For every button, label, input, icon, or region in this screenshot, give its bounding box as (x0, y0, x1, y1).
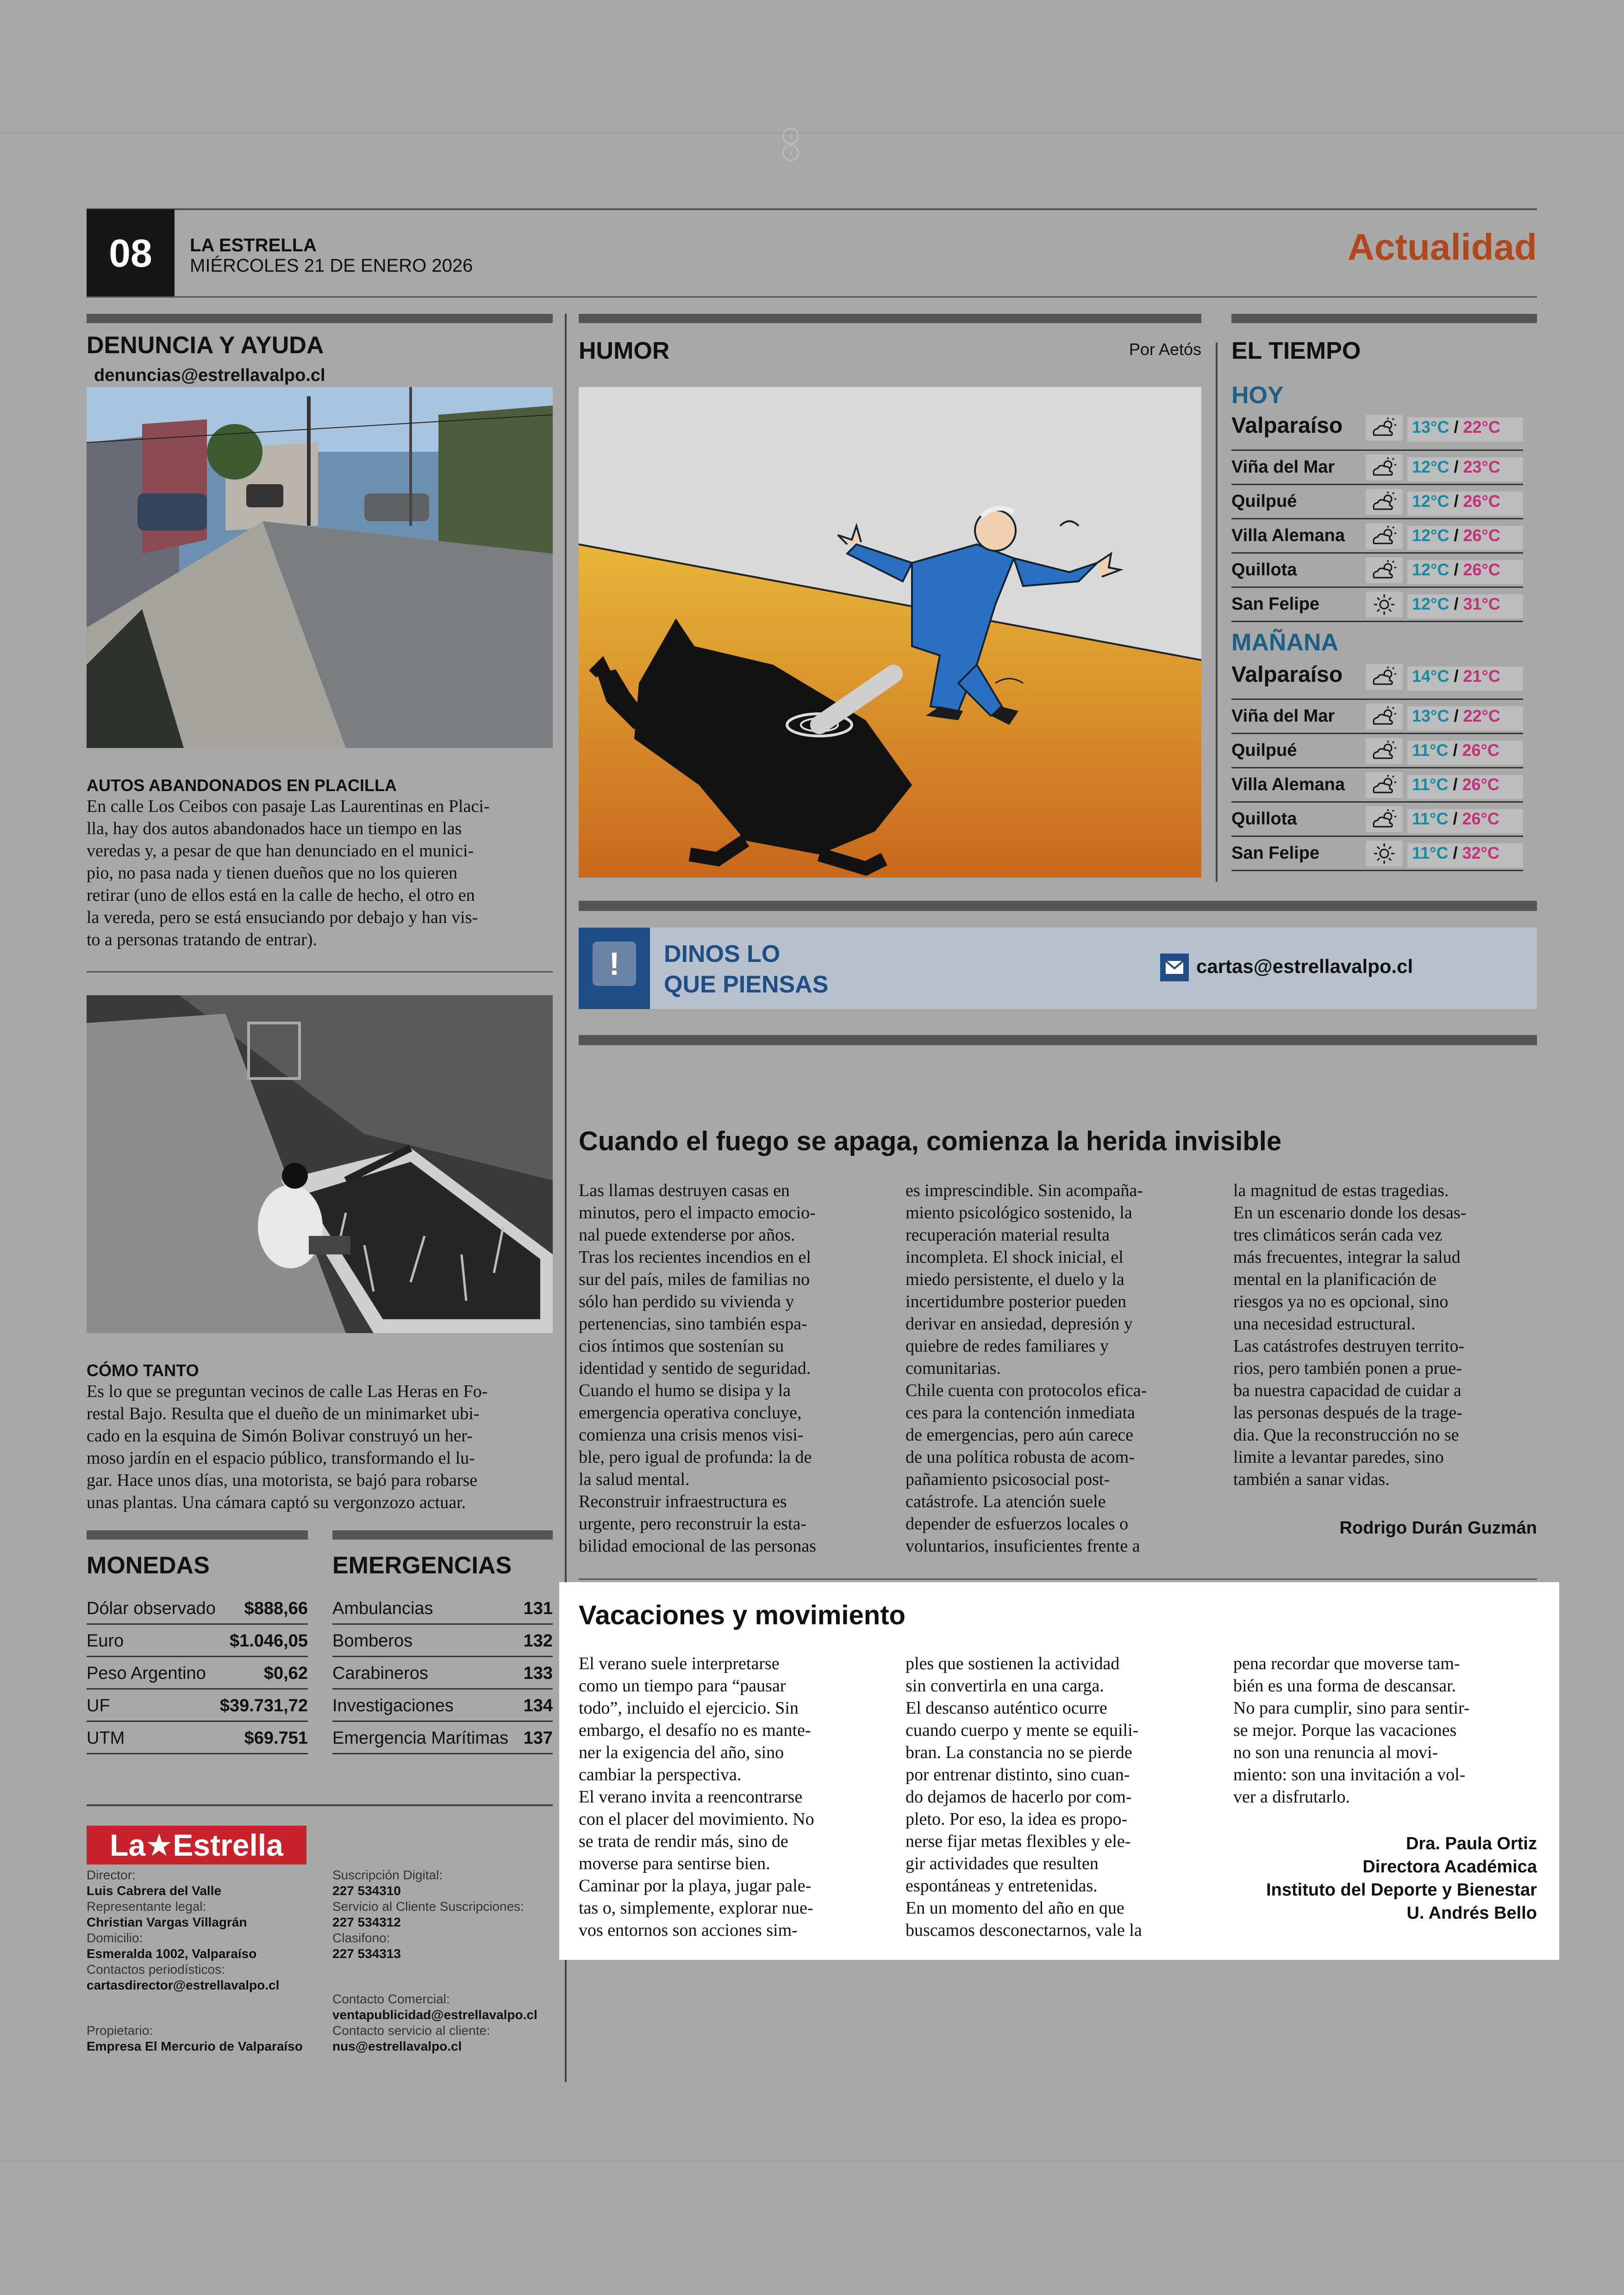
text-line: buscamos desconectarnos, vale la (906, 1921, 1142, 1940)
text-line: como un tiempo para “pausar (579, 1676, 786, 1696)
service-label: Emergencia Marítimas (332, 1728, 509, 1748)
article2-col2 (906, 1653, 1211, 1941)
weather-temps (1407, 667, 1523, 691)
denuncia-rule (87, 314, 553, 323)
sun-icon (1366, 592, 1403, 617)
weather-city: Viña del Mar (1231, 457, 1335, 477)
currency-value: $39.731,72 (219, 1696, 308, 1715)
abandoned-cars-photo (87, 387, 553, 748)
article1-rule (579, 1578, 1537, 1580)
temp-high: 31°C (1463, 594, 1500, 613)
weather-city: Quillota (1231, 809, 1297, 829)
text-line: por entrenar distinto, sino cuan- (906, 1765, 1130, 1784)
partly-cloudy-icon (1366, 455, 1403, 480)
currency-value: $888,66 (244, 1599, 308, 1618)
weather-city: Valparaíso (1231, 413, 1343, 438)
text-line: nerse fijar metas flexibles y ele- (906, 1832, 1131, 1851)
denuncia-header (87, 331, 554, 387)
weather-city: Viña del Mar (1231, 706, 1335, 726)
weather-temps (1407, 775, 1523, 799)
temp-low: 11°C (1412, 843, 1449, 862)
article1-col2 (906, 1179, 1211, 1557)
table-row (87, 1690, 308, 1722)
staff-value: nus@estrellavalpo.cl (332, 2039, 462, 2053)
text-line: de emergencias, pero aún carece (906, 1425, 1133, 1445)
table-row (332, 1625, 553, 1657)
weather-row (1231, 837, 1523, 871)
temp-high: 26°C (1462, 775, 1499, 794)
weather-temps (1407, 706, 1523, 730)
partly-cloudy-icon (1366, 557, 1403, 583)
text-line: Reconstruir infraestructura es (579, 1492, 787, 1511)
weather-temps (1407, 809, 1523, 833)
author-institute: Instituto del Deporte y Bienestar (1266, 1880, 1537, 1900)
staff-right (332, 1867, 555, 2054)
weather-city: Villa Alemana (1231, 775, 1345, 794)
staff-label: Representante legal: (87, 1899, 206, 1914)
currency-label: Euro (87, 1631, 124, 1651)
weather-today-label: HOY (1231, 382, 1284, 409)
text-line: pleto. Por eso, la idea es propo- (906, 1809, 1128, 1829)
text-line: pena recordar que moverse tam- (1233, 1654, 1460, 1673)
staff-label: Domicilio: (87, 1931, 143, 1945)
temp-low: 11°C (1412, 741, 1449, 760)
abandoned-cars-title: AUTOS ABANDONADOS EN PLACILLA (87, 776, 397, 795)
table-row (332, 1690, 553, 1722)
weather-city: San Felipe (1231, 594, 1320, 614)
service-number: 137 (523, 1728, 553, 1748)
partly-cloudy-icon (1366, 738, 1403, 764)
staff-rule (87, 1804, 553, 1806)
weather-temps (1407, 418, 1523, 442)
staff-value: ventapublicidad@estrellavalpo.cl (332, 2008, 537, 2022)
text-line: tres climáticos serán cada vez (1233, 1225, 1443, 1245)
partly-cloudy-icon (1366, 415, 1403, 441)
currency-value: $0,62 (263, 1664, 308, 1683)
dinos-badge (579, 928, 650, 1009)
text-line: sólo han perdido su vivienda y (579, 1292, 794, 1311)
staff-left (87, 1867, 327, 2054)
viewer-bottom-divider (0, 2161, 1624, 2162)
table-row (332, 1657, 553, 1690)
service-label: Investigaciones (332, 1696, 454, 1715)
weather-temps (1407, 526, 1523, 550)
text-line: bran. La constancia no se pierde (906, 1743, 1132, 1762)
currency-label: UF (87, 1696, 110, 1715)
text-line: sin convertirla en una carga. (906, 1676, 1104, 1696)
staff-value: Esmeralda 1002, Valparaíso (87, 1946, 257, 1961)
service-label: Ambulancias (332, 1599, 433, 1618)
weather-divider (1216, 343, 1218, 882)
article1-col1 (579, 1179, 884, 1557)
text-line: comienza una crisis menos visi- (579, 1425, 804, 1445)
partly-cloudy-icon (1366, 704, 1403, 730)
weather-city: Villa Alemana (1231, 526, 1345, 545)
text-line: se trata de rendir más, sino de (579, 1832, 788, 1851)
temp-low: 12°C (1412, 492, 1449, 511)
staff-label: Contacto servicio al cliente: (332, 2023, 490, 2038)
text-line: ver a disfrutarlo. (1233, 1787, 1350, 1807)
weather-row (1231, 660, 1523, 700)
temp-separator: / (1449, 526, 1463, 545)
text-line: voluntarios, insuficientes frente a (906, 1536, 1140, 1556)
text-line: No para cumplir, sino para sentir- (1233, 1698, 1470, 1718)
text-line: bién es una forma de descansar. (1233, 1676, 1456, 1696)
temp-high: 22°C (1463, 706, 1500, 725)
header-top-rule (87, 208, 1537, 210)
weather-row (1231, 485, 1523, 519)
text-line: las personas después de la trage- (1233, 1403, 1462, 1422)
text-line: la magnitud de estas tragedias. (1233, 1181, 1449, 1200)
text-line: Tras los recientes incendios en el (579, 1247, 811, 1267)
temp-low: 12°C (1412, 457, 1449, 476)
page-number: 08 (87, 209, 175, 297)
article2-col3 (1233, 1653, 1539, 1808)
text-line: veredas y, a pesar de que han denunciado en el munici- (87, 841, 474, 861)
text-line: El verano invita a reencontrarse (579, 1787, 803, 1807)
text-line: nal puede extenderse por años. (579, 1225, 795, 1245)
garden-theft-photo (87, 995, 553, 1333)
service-number: 134 (523, 1696, 553, 1715)
article1-col3 (1233, 1179, 1539, 1491)
weather-row (1231, 554, 1523, 588)
text-line: mental en la planificación de (1233, 1270, 1437, 1289)
temp-high: 23°C (1463, 457, 1500, 476)
text-line: lla, hay dos autos abandonados hace un tiempo en las (87, 819, 462, 838)
text-line: miento psicológico sostenido, la (906, 1203, 1132, 1222)
dinos-title (664, 939, 828, 1000)
text-line: to a personas tratando de entrar). (87, 930, 318, 949)
author-name: Dra. Paula Ortiz (1406, 1834, 1537, 1853)
article1-title: Cuando el fuego se apaga, comienza la herida invisible (579, 1126, 1282, 1156)
masthead (190, 235, 473, 276)
currency-value: $69.751 (244, 1728, 308, 1748)
text-line: se mejor. Porque las vacaciones (1233, 1721, 1457, 1740)
staff-value: 227 534310 (332, 1883, 401, 1898)
text-line: restal Bajo. Resulta que el dueño de un minimarket ubi- (87, 1404, 480, 1423)
temp-high: 22°C (1463, 418, 1500, 437)
text-line: embargo, el desafío no es mante- (579, 1721, 811, 1740)
text-line: miento: son una invitación a vol- (1233, 1765, 1466, 1784)
sun-icon (1366, 841, 1403, 867)
text-line: vos entornos son acciones sim- (579, 1921, 798, 1940)
table-row (87, 1625, 308, 1657)
garden-theft-item (87, 1361, 554, 1514)
monedas-title: MONEDAS (87, 1552, 210, 1579)
weather-rule (1231, 314, 1537, 323)
temp-high: 26°C (1463, 492, 1500, 511)
denuncia-title: DENUNCIA Y AYUDA (87, 332, 323, 359)
weather-temps (1407, 457, 1523, 481)
staff-label: Suscripción Digital: (332, 1868, 443, 1882)
dinos-email[interactable]: cartas@estrellavalpo.cl (1196, 955, 1413, 977)
text-line: incertidumbre posterior pueden (906, 1292, 1126, 1311)
staff-label: Contactos periodísticos: (87, 1962, 225, 1977)
text-line: también a sanar vidas. (1233, 1470, 1390, 1489)
temp-low: 11°C (1412, 809, 1449, 828)
staff-label: Propietario: (87, 2023, 153, 2038)
text-line: no son una renuncia al movi- (1233, 1743, 1438, 1762)
text-line: tas o, simplemente, explorar nue- (579, 1898, 813, 1918)
text-line: riesgos ya no es opcional, sino (1233, 1292, 1449, 1311)
service-number: 131 (523, 1599, 553, 1618)
temp-low: 12°C (1412, 526, 1449, 545)
text-line: unas plantas. Una cámara captó su vergonzozo actuar. (87, 1493, 466, 1512)
text-line: ble, pero igual de profunda: la de (579, 1447, 812, 1467)
text-line: dia. Que la reconstrucción no se (1233, 1425, 1459, 1445)
dinos-title-line: DINOS LO (664, 941, 781, 967)
text-line: do dejamos de hacerlo por com- (906, 1787, 1132, 1807)
text-line: moso jardín en el espacio público, transformando el lu- (87, 1448, 475, 1468)
table-row (87, 1657, 308, 1690)
temp-separator: / (1449, 418, 1463, 437)
text-line: más frecuentes, integrar la salud (1233, 1247, 1461, 1267)
text-line: depender de esfuerzos locales o (906, 1514, 1129, 1534)
weather-title: EL TIEMPO (1231, 337, 1361, 364)
weather-row (1231, 411, 1523, 451)
text-line: recuperación material resulta (906, 1225, 1110, 1245)
text-line: todo”, incluido el ejercicio. Sin (579, 1698, 799, 1718)
text-line: ner la exigencia del año, sino (579, 1743, 784, 1762)
text-line: emergencia operativa concluye, (579, 1403, 802, 1422)
partly-cloudy-icon (1366, 523, 1403, 549)
temp-high: 26°C (1462, 741, 1499, 760)
text-line: con el placer del movimiento. No (579, 1809, 814, 1829)
temp-separator: / (1448, 775, 1462, 794)
temp-separator: / (1449, 560, 1463, 579)
staff-value: Christian Vargas Villagrán (87, 1915, 247, 1929)
prev-page-icon[interactable]: ‹ (782, 128, 799, 144)
text-line: miedo persistente, el duelo y la (906, 1270, 1124, 1289)
humor-title: HUMOR (579, 337, 670, 364)
weather-row (1231, 451, 1523, 485)
service-label: Carabineros (332, 1664, 428, 1683)
text-line: El verano suele interpretarse (579, 1654, 780, 1673)
text-line: incompleta. El shock inicial, el (906, 1247, 1124, 1267)
weather-city: Quillota (1231, 560, 1297, 580)
text-line: En un escenario donde los desas- (1233, 1203, 1467, 1222)
currency-label: UTM (87, 1728, 125, 1748)
weather-row (1231, 803, 1523, 837)
text-line: cambiar la perspectiva. (579, 1765, 742, 1784)
text-line: identidad y sentido de seguridad. (579, 1359, 811, 1378)
text-line: ples que sostienen la actividad (906, 1654, 1120, 1673)
weather-temps (1407, 843, 1523, 867)
text-line: una necesidad estructural. (1233, 1314, 1416, 1334)
weather-row (1231, 768, 1523, 803)
article2-signature (1233, 1832, 1537, 1925)
weather-city: Valparaíso (1231, 662, 1343, 687)
staff-label: Servicio al Cliente Suscripciones: (332, 1899, 524, 1914)
text-line: pañamiento psicosocial post- (906, 1470, 1110, 1489)
temp-high: 26°C (1463, 526, 1500, 545)
partly-cloudy-icon (1366, 664, 1403, 690)
temp-separator: / (1449, 457, 1463, 476)
temp-low: 13°C (1412, 418, 1449, 437)
weather-row (1231, 734, 1523, 768)
text-line: Las catástrofes destruyen territo- (1233, 1336, 1465, 1356)
monedas-rule (87, 1530, 308, 1540)
text-line: En un momento del año en que (906, 1898, 1124, 1918)
staff-value: cartasdirector@estrellavalpo.cl (87, 1978, 280, 1992)
text-line: sur del país, miles de familias no (579, 1270, 810, 1289)
text-line: Caminar por la playa, jugar pale- (579, 1876, 812, 1896)
temp-high: 26°C (1463, 560, 1500, 579)
temp-low: 12°C (1412, 594, 1449, 613)
currency-label: Dólar observado (87, 1599, 216, 1618)
weather-tomorrow-label: MAÑANA (1231, 629, 1339, 656)
currency-value: $1.046,05 (229, 1631, 308, 1651)
text-line: retirar (uno de ellos está en la calle de hecho, el otro en (87, 886, 475, 905)
weather-temps (1407, 741, 1523, 765)
text-line: es imprescindible. Sin acompaña- (906, 1181, 1143, 1200)
text-line: Es lo que se preguntan vecinos de calle Las Heras en Fo- (87, 1382, 488, 1401)
weather-row (1231, 588, 1523, 622)
weather-row (1231, 519, 1523, 554)
weather-city: San Felipe (1231, 843, 1320, 863)
article2-title: Vacaciones y movimiento (579, 1600, 906, 1630)
abandoned-cars-text (87, 795, 554, 951)
text-line: ba nuestra capacidad de cuidar a (1233, 1381, 1462, 1400)
table-row (332, 1722, 553, 1754)
denuncia-separator (87, 971, 553, 973)
text-line: gar. Hace unos días, una motorista, se bajó para robarse (87, 1471, 478, 1490)
staff-label: Clasifono: (332, 1931, 390, 1945)
currency-label: Peso Argentino (87, 1664, 206, 1683)
temp-separator: / (1449, 667, 1463, 686)
denuncia-email[interactable]: denuncias@estrellavalpo.cl (94, 366, 325, 385)
text-line: catástrofe. La atención suele (906, 1492, 1106, 1511)
temp-separator: / (1448, 809, 1462, 828)
temp-low: 12°C (1412, 560, 1449, 579)
dinos-top-rule (579, 901, 1537, 911)
emergencias-title: EMERGENCIAS (332, 1552, 512, 1579)
edition-date: MIÉRCOLES 21 DE ENERO 2026 (190, 256, 473, 276)
weather-temps (1407, 594, 1523, 618)
text-line: comunitarias. (906, 1359, 1001, 1378)
text-line: ces para la contención inmediata (906, 1403, 1135, 1422)
temp-low: 14°C (1412, 667, 1449, 686)
staff-value: 227 534313 (332, 1946, 401, 1961)
staff-label: Contacto Comercial: (332, 1992, 450, 2006)
temp-separator: / (1448, 843, 1462, 862)
temp-high: 32°C (1462, 843, 1499, 862)
text-line: Chile cuenta con protocolos efica- (906, 1381, 1147, 1400)
humor-rule (579, 314, 1201, 323)
text-line: limite a levantar paredes, sino (1233, 1447, 1444, 1467)
text-line: pertenencias, sino también espa- (579, 1314, 807, 1334)
table-row (87, 1722, 308, 1754)
temp-low: 11°C (1412, 775, 1449, 794)
text-line: bilidad emocional de las personas (579, 1536, 816, 1556)
service-label: Bomberos (332, 1631, 413, 1651)
garden-theft-title: CÓMO TANTO (87, 1361, 199, 1380)
weather-city: Quilpué (1231, 492, 1297, 511)
weather-city: Quilpué (1231, 741, 1297, 760)
next-page-icon[interactable]: › (782, 144, 799, 161)
partly-cloudy-icon (1366, 806, 1403, 832)
text-line: moverse para sentirse bien. (579, 1854, 770, 1873)
temp-high: 26°C (1462, 809, 1499, 828)
section-title: Actualidad (1348, 226, 1537, 268)
staff-label: Director: (87, 1868, 136, 1882)
text-line: cuando cuerpo y mente se equili- (906, 1721, 1139, 1740)
text-line: derivar en ansiedad, depresión y (906, 1314, 1133, 1334)
temp-high: 21°C (1463, 667, 1500, 686)
page-navigation[interactable] (782, 128, 843, 158)
text-line: urgente, pero reconstruir la esta- (579, 1514, 807, 1534)
text-line: espontáneas y entretenidas. (906, 1876, 1098, 1896)
temp-separator: / (1449, 594, 1463, 613)
abandoned-cars-item (87, 776, 554, 951)
table-row (332, 1592, 553, 1625)
text-line: Cuando el humo se disipa y la (579, 1381, 791, 1400)
partly-cloudy-icon (1366, 772, 1403, 798)
temp-separator: / (1449, 492, 1463, 511)
text-line: gir actividades que resulten (906, 1854, 1099, 1873)
text-line: pio, no pasa nada y tienen dueños que no los quieren (87, 863, 457, 883)
service-number: 132 (523, 1631, 553, 1651)
text-line: El descanso auténtico ocurre (906, 1698, 1107, 1718)
text-line: la salud mental. (579, 1470, 690, 1489)
dinos-banner (579, 928, 1537, 1009)
text-line: En calle Los Ceibos con pasaje Las Laurentinas en Placi- (87, 797, 490, 816)
table-row (87, 1592, 308, 1625)
author-role: Directora Académica (1362, 1857, 1537, 1877)
service-number: 133 (523, 1664, 553, 1683)
staff-value: Luis Cabrera del Valle (87, 1883, 222, 1898)
author-university: U. Andrés Bello (1406, 1903, 1537, 1923)
text-line: rios, pero también ponen a prue- (1233, 1359, 1462, 1378)
staff-value: 227 534312 (332, 1915, 401, 1929)
text-line: minutos, pero el impacto emocio- (579, 1203, 816, 1222)
article1-author: Rodrigo Durán Guzmán (1339, 1518, 1537, 1538)
temp-separator: / (1449, 706, 1463, 725)
garden-theft-text (87, 1380, 554, 1514)
dinos-title-line: QUE PIENSAS (664, 971, 829, 998)
article2-col1 (579, 1653, 884, 1941)
text-line: Las llamas destruyen casas en (579, 1181, 790, 1200)
dinos-bottom-rule (579, 1035, 1537, 1045)
text-line: quiebre de redes familiares y (906, 1336, 1109, 1356)
weather-row (1231, 700, 1523, 734)
text-line: cado en la esquina de Simón Bolivar construyó un her- (87, 1426, 473, 1446)
newspaper-name: LA ESTRELLA (190, 235, 317, 256)
exclamation-icon: ! (593, 942, 636, 986)
emergencias-rule (332, 1530, 553, 1540)
mail-icon (1160, 954, 1189, 981)
partly-cloudy-icon (1366, 489, 1403, 515)
humor-cartoon (579, 387, 1201, 878)
temp-low: 13°C (1412, 706, 1449, 725)
text-line: de una política robusta de acom- (906, 1447, 1135, 1467)
header-bottom-rule (87, 296, 1537, 298)
humor-author: Por Aetós (1129, 340, 1201, 359)
weather-temps (1407, 560, 1523, 584)
text-line: cios íntimos que sostenían su (579, 1336, 784, 1356)
temp-separator: / (1448, 741, 1462, 760)
text-line: la vereda, pero se está ensuciando por debajo y han vis- (87, 908, 478, 927)
la-estrella-logo: La★Estrella (87, 1826, 306, 1865)
staff-value: Empresa El Mercurio de Valparaíso (87, 2039, 303, 2053)
weather-temps (1407, 492, 1523, 516)
